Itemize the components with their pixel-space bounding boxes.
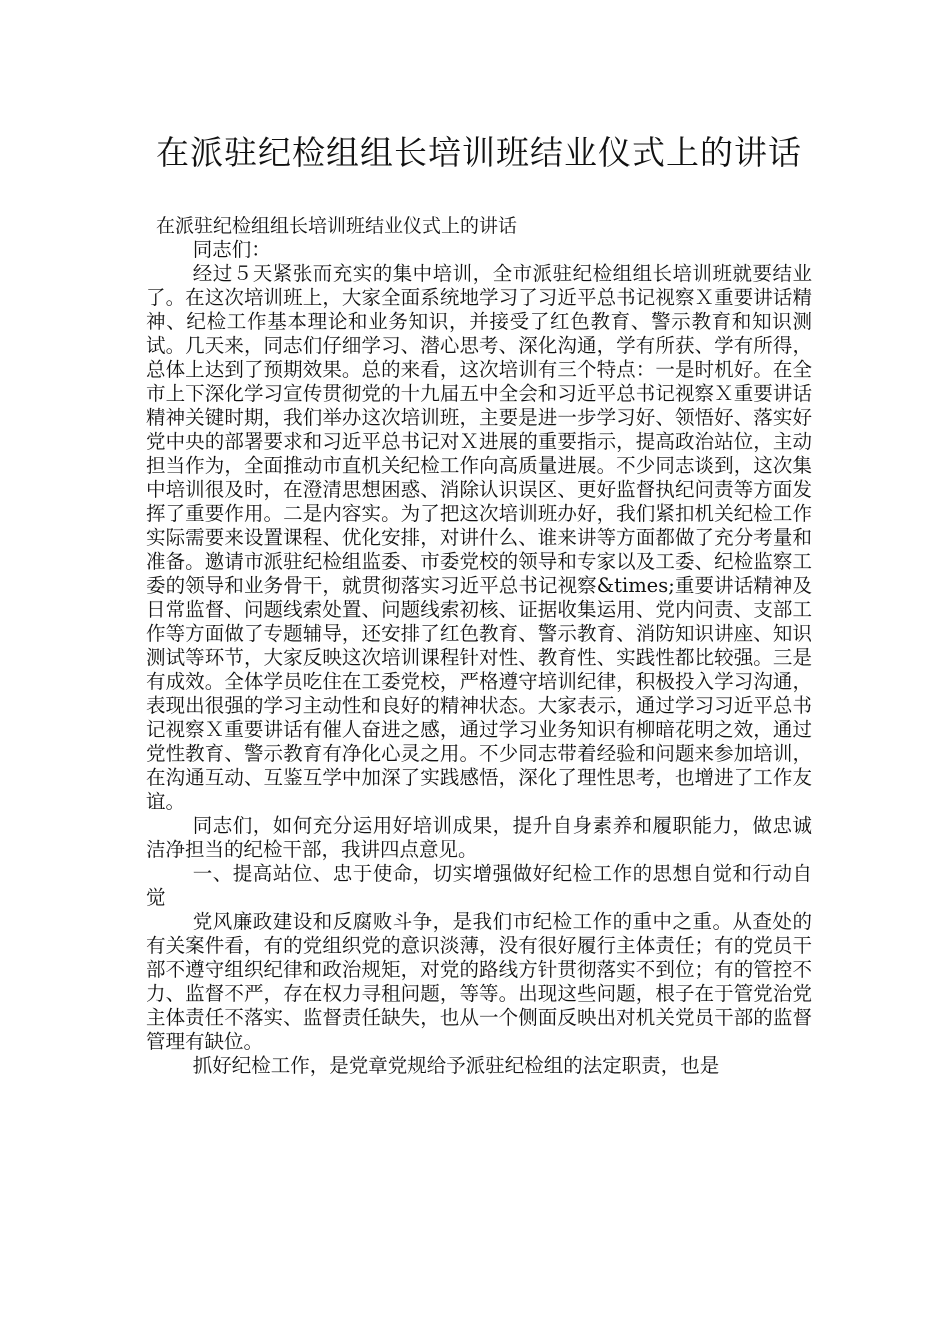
section-heading-1: 一、提高站位、忠于使命，切实增强做好纪检工作的思想自觉和行动自觉: [146, 862, 812, 909]
paragraph-4: 抓好纪检工作，是党章党规给予派驻纪检组的法定职责，也是: [192, 1054, 720, 1077]
salutation: 同志们：: [192, 238, 271, 261]
document-title: 在派驻纪检组组长培训班结业仪式上的讲话: [156, 133, 802, 172]
document-page: [146, 0, 812, 1078]
paragraph-1: 经过５天紧张而充实的集中培训，全市派驻纪检组组长培训班就要结业了。在这次培训班上，大家全面系统地学习了习近平总书记视察Ｘ重要讲话精神、纪检工作基本理论和业务知识，并接受了红色教育、警示教育和知识测试。几天来，同志们仔细学习、潜心思考、深化沟通，学有所获、学有所得，总体上达到了预期效果。总的来看，这次培训有三个特点：一是时机好。在全市上下深化学习宣传贯彻党的十九届五中全会和习近平总书记视察Ｘ重要讲话精神关键时期，我们举办这次培训班，主要是进一步学习好、领悟好、落实好党中央的部署要求和习近平总书记对Ｘ进展的重要指示，提高政治站位，主动担当作为，全面推动市直机关纪检工作向高质量进展。不少同志谈到，这次集中培训很及时，在澄清思想困惑、消除认识误区、更好监督执纪问责等方面发挥了重要作用。二是内容实。为了把这次培训班办好，我们紧扣机关纪检工作实际需要来设置课程、优化安排，对讲什么、谁来讲等方面都做了充分考量和准备。邀请市派驻纪检组监委、市委党校的领导和专家以及工委、纪检监察工委的领导和业务骨干，就贯彻落实习近平总书记视察&times;重要讲话精神及日常监督、问题线索处置、问题线索初核、证据收集运用、党内问责、支部工作等方面做了专题辅导，还安排了红色教育、警示教育、消防知识讲座、知识测试等环节，大家反映这次培训课程针对性、教育性、实践性都比较强。三是有成效。全体学员吃住在工委党校，严格遵守培训纪律，积极投入学习沟通，表现出很强的学习主动性和良好的精神状态。大家表示，通过学习习近平总书记视察Ｘ重要讲话有催人奋进之感，通过学习业务知识有柳暗花明之效，通过党性教育、警示教育有净化心灵之用。不少同志带着经验和问题来参加培训，在沟通互动、互鉴互学中加深了实践感悟，深化了理性思考，也增进了工作友谊。: [146, 262, 812, 813]
paragraph-2: 同志们，如何充分运用好培训成果，提升自身素养和履职能力，做忠诚洁净担当的纪检干部，我讲四点意见。: [146, 814, 812, 861]
document-subtitle: 在派驻纪检组组长培训班结业仪式上的讲话: [156, 215, 518, 237]
paragraph-3: 党风廉政建设和反腐败斗争，是我们市纪检工作的重中之重。从查处的有关案件看，有的党组织党的意识淡薄，没有很好履行主体责任；有的党员干部不遵守组织纪律和政治规矩，对党的路线方针贯彻落实不到位；有的管控不力、监督不严，存在权力寻租问题，等等。出现这些问题，根子在于管党治党主体责任不落实、监督责任缺失，也从一个侧面反映出对机关党员干部的监督管理有缺位。: [146, 910, 812, 1053]
